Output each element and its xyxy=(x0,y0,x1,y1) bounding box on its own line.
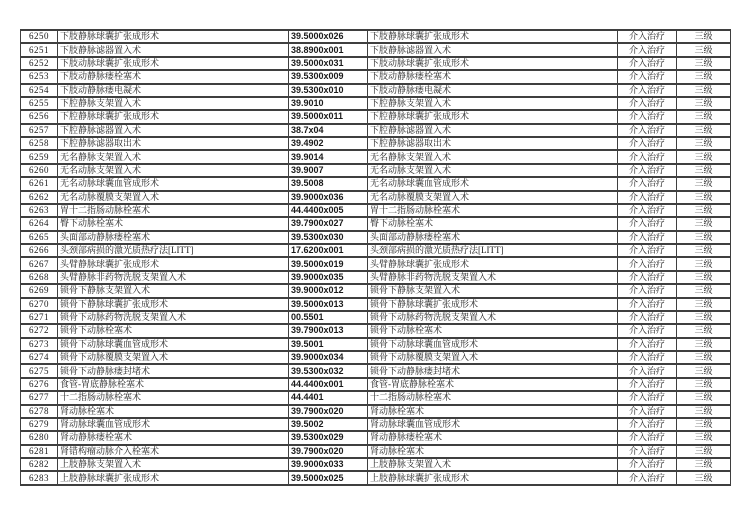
procedure-name-cell: 肾动脉栓塞术 xyxy=(58,405,289,418)
row-number-cell: 6256 xyxy=(21,110,58,123)
procedure-name-cell: 下肢动静脉瘘电凝术 xyxy=(58,84,289,97)
procedure-code-cell: 00.5501 xyxy=(289,311,368,324)
table-row xyxy=(21,471,731,485)
procedure-name-cell: 下肢动静脉瘘栓塞术 xyxy=(58,70,289,83)
table-row xyxy=(21,405,731,418)
level-cell: 三级 xyxy=(677,177,731,190)
standard-name-cell: 锁骨下静脉球囊扩张成形术 xyxy=(368,298,618,311)
table-row xyxy=(21,244,731,257)
table-row xyxy=(21,391,731,404)
row-number-cell: 6276 xyxy=(21,378,58,391)
procedure-name-cell: 头臂静脉非药物洗脱支架置入术 xyxy=(58,271,289,284)
category-cell: 介入治疗 xyxy=(618,191,677,204)
procedure-name-cell: 锁骨下动脉覆膜支架置入术 xyxy=(58,351,289,364)
procedure-code-cell: 39.5000x031 xyxy=(289,57,368,70)
category-cell: 介入治疗 xyxy=(618,204,677,217)
table-row xyxy=(21,110,731,123)
procedure-name-cell: 胃十二指肠动脉栓塞术 xyxy=(58,204,289,217)
row-number-cell: 6275 xyxy=(21,364,58,377)
standard-name-cell: 无名静脉支架置入术 xyxy=(368,150,618,163)
level-cell: 三级 xyxy=(677,137,731,150)
procedure-name-cell: 头面部动静脉瘘栓塞术 xyxy=(58,231,289,244)
category-cell: 介入治疗 xyxy=(618,150,677,163)
row-number-cell: 6281 xyxy=(21,445,58,458)
row-number-cell: 6274 xyxy=(21,351,58,364)
category-cell: 介入治疗 xyxy=(618,164,677,177)
table-row xyxy=(21,284,731,297)
standard-name-cell: 无名动脉球囊血管成形术 xyxy=(368,177,618,190)
table-row xyxy=(21,418,731,431)
procedure-code-cell: 39.9000x034 xyxy=(289,351,368,364)
standard-name-cell: 下肢动静脉瘘栓塞术 xyxy=(368,70,618,83)
category-cell: 介入治疗 xyxy=(618,311,677,324)
level-cell: 三级 xyxy=(677,124,731,137)
table-row xyxy=(21,378,731,391)
standard-name-cell: 锁骨下动脉覆膜支架置入术 xyxy=(368,351,618,364)
category-cell: 介入治疗 xyxy=(618,110,677,123)
standard-name-cell: 食管-胃底静脉栓塞术 xyxy=(368,378,618,391)
table-row xyxy=(21,177,731,190)
level-cell: 三级 xyxy=(677,97,731,110)
row-number-cell: 6268 xyxy=(21,271,58,284)
procedure-code-cell: 44.4401 xyxy=(289,391,368,404)
standard-name-cell: 头臂静脉非药物洗脱支架置入术 xyxy=(368,271,618,284)
table-row xyxy=(21,338,731,351)
row-number-cell: 6267 xyxy=(21,257,58,270)
procedure-code-cell: 39.9000x036 xyxy=(289,191,368,204)
procedure-name-cell: 臀下动脉栓塞术 xyxy=(58,217,289,230)
table-row xyxy=(21,204,731,217)
procedure-code-cell: 39.7900x020 xyxy=(289,445,368,458)
procedure-name-cell: 下肢静脉球囊扩张成形术 xyxy=(58,30,289,43)
category-cell: 介入治疗 xyxy=(618,378,677,391)
standard-name-cell: 肾动脉栓塞术 xyxy=(368,445,618,458)
procedure-code-cell: 39.5002 xyxy=(289,418,368,431)
table-row xyxy=(21,351,731,364)
procedure-name-cell: 锁骨下动静脉瘘封堵术 xyxy=(58,364,289,377)
procedure-code-cell: 17.6200x001 xyxy=(289,244,368,257)
table-row xyxy=(21,137,731,150)
procedure-code-cell: 39.9010 xyxy=(289,97,368,110)
standard-name-cell: 下肢动静脉瘘电凝术 xyxy=(368,84,618,97)
table-row xyxy=(21,217,731,230)
procedure-code-cell: 38.8900x001 xyxy=(289,43,368,56)
row-number-cell: 6262 xyxy=(21,191,58,204)
row-number-cell: 6265 xyxy=(21,231,58,244)
procedure-code-cell: 39.5000x025 xyxy=(289,471,368,485)
level-cell: 三级 xyxy=(677,338,731,351)
procedure-name-cell: 头臂静脉球囊扩张成形术 xyxy=(58,257,289,270)
table-row xyxy=(21,298,731,311)
procedure-name-cell: 下腔静脉滤器置入术 xyxy=(58,124,289,137)
level-cell: 三级 xyxy=(677,431,731,444)
standard-name-cell: 肾动脉栓塞术 xyxy=(368,405,618,418)
table-row xyxy=(21,97,731,110)
table-row xyxy=(21,431,731,444)
level-cell: 三级 xyxy=(677,351,731,364)
level-cell: 三级 xyxy=(677,458,731,471)
row-number-cell: 6263 xyxy=(21,204,58,217)
procedure-code-cell: 39.4902 xyxy=(289,137,368,150)
procedure-code-cell: 39.5000x011 xyxy=(289,110,368,123)
procedure-code-cell: 39.5008 xyxy=(289,177,368,190)
procedure-name-cell: 下腔静脉滤器取出术 xyxy=(58,137,289,150)
level-cell: 三级 xyxy=(677,311,731,324)
row-number-cell: 6257 xyxy=(21,124,58,137)
level-cell: 三级 xyxy=(677,378,731,391)
row-number-cell: 6271 xyxy=(21,311,58,324)
level-cell: 三级 xyxy=(677,257,731,270)
category-cell: 介入治疗 xyxy=(618,351,677,364)
procedure-name-cell: 无名静脉支架置入术 xyxy=(58,150,289,163)
standard-name-cell: 无名动脉覆膜支架置入术 xyxy=(368,191,618,204)
row-number-cell: 6269 xyxy=(21,284,58,297)
category-cell: 介入治疗 xyxy=(618,364,677,377)
procedure-code-table xyxy=(20,29,731,486)
category-cell: 介入治疗 xyxy=(618,137,677,150)
procedure-name-cell: 肾错构瘤动脉介入栓塞术 xyxy=(58,445,289,458)
standard-name-cell: 下肢动脉球囊扩张成形术 xyxy=(368,57,618,70)
category-cell: 介入治疗 xyxy=(618,458,677,471)
procedure-code-cell: 44.4400x005 xyxy=(289,204,368,217)
level-cell: 三级 xyxy=(677,84,731,97)
category-cell: 介入治疗 xyxy=(618,30,677,43)
level-cell: 三级 xyxy=(677,164,731,177)
procedure-code-cell: 39.7900x020 xyxy=(289,405,368,418)
level-cell: 三级 xyxy=(677,284,731,297)
table-row xyxy=(21,191,731,204)
table-row xyxy=(21,257,731,270)
row-number-cell: 6250 xyxy=(21,30,58,43)
table-row xyxy=(21,445,731,458)
category-cell: 介入治疗 xyxy=(618,418,677,431)
category-cell: 介入治疗 xyxy=(618,445,677,458)
procedure-code-cell: 39.9007 xyxy=(289,164,368,177)
row-number-cell: 6283 xyxy=(21,471,58,485)
level-cell: 三级 xyxy=(677,231,731,244)
procedure-name-cell: 下肢动脉球囊扩张成形术 xyxy=(58,57,289,70)
row-number-cell: 6264 xyxy=(21,217,58,230)
standard-name-cell: 下腔静脉球囊扩张成形术 xyxy=(368,110,618,123)
category-cell: 介入治疗 xyxy=(618,217,677,230)
standard-name-cell: 锁骨下静脉支架置入术 xyxy=(368,284,618,297)
standard-name-cell: 上肢静脉支架置入术 xyxy=(368,458,618,471)
category-cell: 介入治疗 xyxy=(618,271,677,284)
row-number-cell: 6259 xyxy=(21,150,58,163)
procedure-table-body xyxy=(21,30,731,485)
row-number-cell: 6272 xyxy=(21,324,58,337)
level-cell: 三级 xyxy=(677,110,731,123)
row-number-cell: 6252 xyxy=(21,57,58,70)
procedure-code-cell: 39.7900x027 xyxy=(289,217,368,230)
category-cell: 介入治疗 xyxy=(618,338,677,351)
procedure-code-cell: 38.7x04 xyxy=(289,124,368,137)
level-cell: 三级 xyxy=(677,244,731,257)
category-cell: 介入治疗 xyxy=(618,57,677,70)
procedure-name-cell: 上肢静脉支架置入术 xyxy=(58,458,289,471)
procedure-name-cell: 肾动静脉瘘栓塞术 xyxy=(58,431,289,444)
level-cell: 三级 xyxy=(677,204,731,217)
level-cell: 三级 xyxy=(677,217,731,230)
standard-name-cell: 锁骨下动脉栓塞术 xyxy=(368,324,618,337)
table-row xyxy=(21,150,731,163)
table-row xyxy=(21,231,731,244)
procedure-name-cell: 下腔静脉支架置入术 xyxy=(58,97,289,110)
category-cell: 介入治疗 xyxy=(618,284,677,297)
procedure-code-cell: 39.5300x029 xyxy=(289,431,368,444)
category-cell: 介入治疗 xyxy=(618,84,677,97)
standard-name-cell: 锁骨下动脉球囊血管成形术 xyxy=(368,338,618,351)
table-row xyxy=(21,164,731,177)
row-number-cell: 6279 xyxy=(21,418,58,431)
row-number-cell: 6261 xyxy=(21,177,58,190)
level-cell: 三级 xyxy=(677,150,731,163)
standard-name-cell: 头臂静脉球囊扩张成形术 xyxy=(368,257,618,270)
level-cell: 三级 xyxy=(677,43,731,56)
table-row xyxy=(21,271,731,284)
standard-name-cell: 胃十二指肠动脉栓塞术 xyxy=(368,204,618,217)
procedure-code-cell: 39.9014 xyxy=(289,150,368,163)
standard-name-cell: 无名动脉支架置入术 xyxy=(368,164,618,177)
procedure-code-cell: 39.5300x030 xyxy=(289,231,368,244)
table-row xyxy=(21,84,731,97)
procedure-code-cell: 39.5001 xyxy=(289,338,368,351)
procedure-code-cell: 39.5000x019 xyxy=(289,257,368,270)
procedure-name-cell: 锁骨下静脉球囊扩张成形术 xyxy=(58,298,289,311)
row-number-cell: 6253 xyxy=(21,70,58,83)
row-number-cell: 6255 xyxy=(21,97,58,110)
procedure-name-cell: 锁骨下动脉栓塞术 xyxy=(58,324,289,337)
level-cell: 三级 xyxy=(677,298,731,311)
category-cell: 介入治疗 xyxy=(618,431,677,444)
procedure-code-cell: 39.5300x032 xyxy=(289,364,368,377)
category-cell: 介入治疗 xyxy=(618,70,677,83)
row-number-cell: 6258 xyxy=(21,137,58,150)
procedure-name-cell: 无名动脉支架置入术 xyxy=(58,164,289,177)
procedure-name-cell: 十二指肠动脉栓塞术 xyxy=(58,391,289,404)
procedure-code-cell: 39.9000x012 xyxy=(289,284,368,297)
standard-name-cell: 上肢静脉球囊扩张成形术 xyxy=(368,471,618,485)
row-number-cell: 6254 xyxy=(21,84,58,97)
procedure-name-cell: 头颈部病损的激光质热疗法[LITT] xyxy=(58,244,289,257)
category-cell: 介入治疗 xyxy=(618,244,677,257)
procedure-name-cell: 锁骨下动脉药物洗脱支架置入术 xyxy=(58,311,289,324)
procedure-code-cell: 39.5000x026 xyxy=(289,30,368,43)
table-row xyxy=(21,324,731,337)
level-cell: 三级 xyxy=(677,391,731,404)
standard-name-cell: 下腔静脉支架置入术 xyxy=(368,97,618,110)
procedure-code-cell: 39.5300x009 xyxy=(289,70,368,83)
category-cell: 介入治疗 xyxy=(618,43,677,56)
level-cell: 三级 xyxy=(677,471,731,485)
standard-name-cell: 下肢静脉球囊扩张成形术 xyxy=(368,30,618,43)
level-cell: 三级 xyxy=(677,57,731,70)
category-cell: 介入治疗 xyxy=(618,124,677,137)
standard-name-cell: 下腔静脉滤器置入术 xyxy=(368,124,618,137)
row-number-cell: 6282 xyxy=(21,458,58,471)
standard-name-cell: 锁骨下动脉药物洗脱支架置入术 xyxy=(368,311,618,324)
category-cell: 介入治疗 xyxy=(618,405,677,418)
level-cell: 三级 xyxy=(677,418,731,431)
row-number-cell: 6280 xyxy=(21,431,58,444)
level-cell: 三级 xyxy=(677,70,731,83)
procedure-name-cell: 下肢静脉滤器置入术 xyxy=(58,43,289,56)
procedure-name-cell: 无名动脉覆膜支架置入术 xyxy=(58,191,289,204)
standard-name-cell: 下腔静脉滤器取出术 xyxy=(368,137,618,150)
standard-name-cell: 臀下动脉栓塞术 xyxy=(368,217,618,230)
level-cell: 三级 xyxy=(677,405,731,418)
standard-name-cell: 头面部动静脉瘘栓塞术 xyxy=(368,231,618,244)
table-row xyxy=(21,57,731,70)
standard-name-cell: 肾动静脉瘘栓塞术 xyxy=(368,431,618,444)
standard-name-cell: 十二指肠动脉栓塞术 xyxy=(368,391,618,404)
table-row xyxy=(21,364,731,377)
category-cell: 介入治疗 xyxy=(618,97,677,110)
category-cell: 介入治疗 xyxy=(618,257,677,270)
procedure-code-cell: 39.9000x033 xyxy=(289,458,368,471)
row-number-cell: 6270 xyxy=(21,298,58,311)
standard-name-cell: 锁骨下动静脉瘘封堵术 xyxy=(368,364,618,377)
level-cell: 三级 xyxy=(677,271,731,284)
row-number-cell: 6277 xyxy=(21,391,58,404)
row-number-cell: 6278 xyxy=(21,405,58,418)
category-cell: 介入治疗 xyxy=(618,177,677,190)
category-cell: 介入治疗 xyxy=(618,298,677,311)
procedure-code-cell: 39.5000x013 xyxy=(289,298,368,311)
table-row xyxy=(21,70,731,83)
procedure-name-cell: 锁骨下静脉支架置入术 xyxy=(58,284,289,297)
category-cell: 介入治疗 xyxy=(618,471,677,485)
procedure-name-cell: 无名动脉球囊血管成形术 xyxy=(58,177,289,190)
table-row xyxy=(21,124,731,137)
level-cell: 三级 xyxy=(677,191,731,204)
procedure-name-cell: 下腔静脉球囊扩张成形术 xyxy=(58,110,289,123)
table-row xyxy=(21,311,731,324)
category-cell: 介入治疗 xyxy=(618,231,677,244)
table-row xyxy=(21,30,731,43)
procedure-code-cell: 39.7900x013 xyxy=(289,324,368,337)
procedure-code-cell: 44.4400x001 xyxy=(289,378,368,391)
level-cell: 三级 xyxy=(677,364,731,377)
procedure-name-cell: 肾动脉球囊血管成形术 xyxy=(58,418,289,431)
procedure-name-cell: 锁骨下动脉球囊血管成形术 xyxy=(58,338,289,351)
procedure-code-cell: 39.5300x010 xyxy=(289,84,368,97)
row-number-cell: 6273 xyxy=(21,338,58,351)
row-number-cell: 6266 xyxy=(21,244,58,257)
procedure-name-cell: 食管-胃底静脉栓塞术 xyxy=(58,378,289,391)
row-number-cell: 6260 xyxy=(21,164,58,177)
table-row xyxy=(21,43,731,56)
procedure-code-cell: 39.9000x035 xyxy=(289,271,368,284)
row-number-cell: 6251 xyxy=(21,43,58,56)
category-cell: 介入治疗 xyxy=(618,324,677,337)
level-cell: 三级 xyxy=(677,30,731,43)
level-cell: 三级 xyxy=(677,324,731,337)
standard-name-cell: 肾动脉球囊血管成形术 xyxy=(368,418,618,431)
category-cell: 介入治疗 xyxy=(618,391,677,404)
procedure-name-cell: 上肢静脉球囊扩张成形术 xyxy=(58,471,289,485)
standard-name-cell: 下肢静脉滤器置入术 xyxy=(368,43,618,56)
level-cell: 三级 xyxy=(677,445,731,458)
table-row xyxy=(21,458,731,471)
standard-name-cell: 头颈部病损的激光质热疗法[LITT] xyxy=(368,244,618,257)
